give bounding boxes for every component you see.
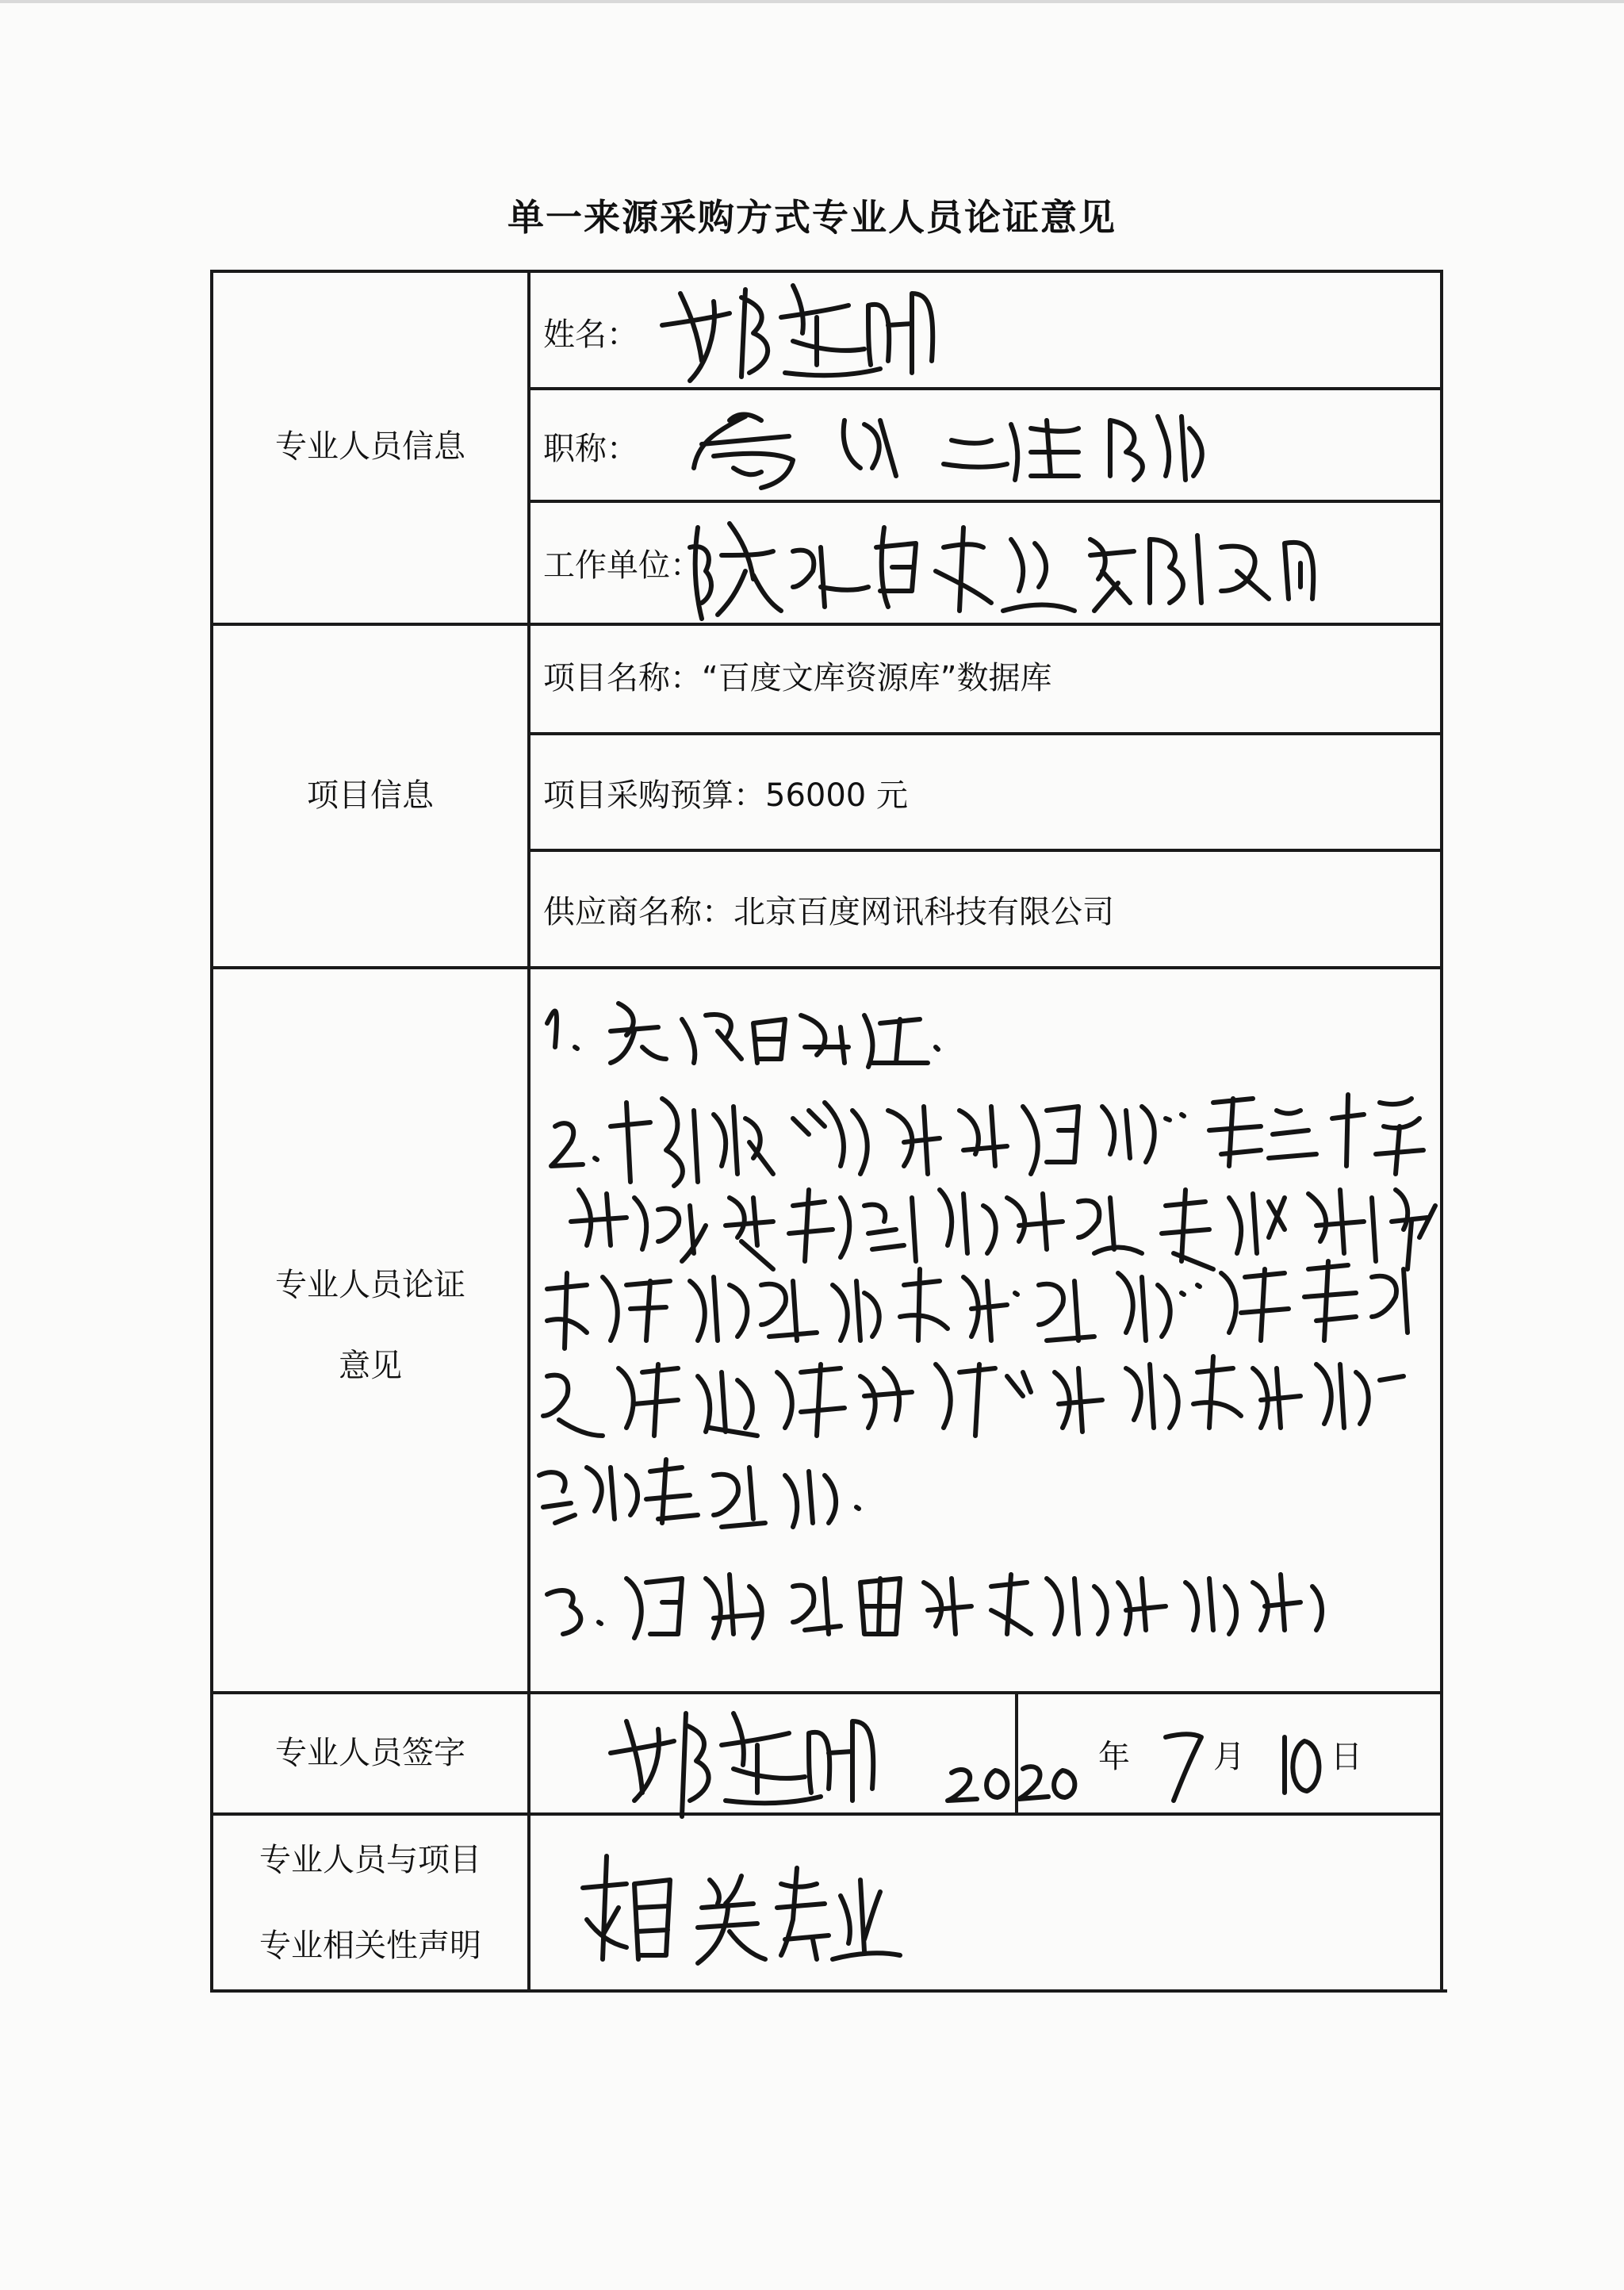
form-border-right: [1440, 270, 1443, 1993]
opinion-label-line2: 意见: [339, 1348, 402, 1384]
opinion-label-line1: 专业人员论证: [275, 1267, 465, 1303]
column-divider: [527, 270, 530, 1993]
project-info-label: 项目信息: [307, 777, 434, 814]
row-sep-expert: [210, 623, 1443, 626]
project-budget-line: 项目采购预算：56000 元: [543, 777, 908, 814]
title-field-label: 职称：: [543, 431, 638, 467]
signature-label: 专业人员签字: [275, 1735, 465, 1771]
name-field-label: 姓名：: [543, 316, 638, 353]
row-sep-opinion: [210, 1691, 1443, 1694]
form-border-top: [210, 270, 1443, 273]
row-sep-project: [210, 966, 1443, 969]
unit-field-label: 工作单位：: [543, 547, 702, 584]
row-sep-title: [527, 500, 1443, 503]
page-title: 单一来源采购方式专业人员论证意见: [508, 196, 1116, 239]
date-month-unit: 月: [1213, 1739, 1245, 1775]
expert-info-label: 专业人员信息: [275, 428, 465, 465]
form-border-bottom: [210, 1989, 1447, 1993]
relevance-label-line2: 专业相关性声明: [259, 1928, 481, 1964]
project-name-line: 项目名称：“百度文库资源库”数据库: [543, 660, 1052, 696]
row-sep-budget: [527, 849, 1443, 852]
form-border-left: [210, 270, 213, 1993]
row-sep-project-name: [527, 732, 1443, 735]
date-year-unit: 年: [1098, 1739, 1130, 1775]
date-day-unit: 日: [1331, 1739, 1362, 1775]
row-sep-name: [527, 387, 1443, 390]
row-sep-signature: [210, 1812, 1443, 1816]
relevance-label-line1: 专业人员与项目: [259, 1842, 481, 1878]
supplier-line: 供应商名称：北京百度网讯科技有限公司: [543, 894, 1114, 930]
signature-date-divider: [1015, 1691, 1018, 1814]
